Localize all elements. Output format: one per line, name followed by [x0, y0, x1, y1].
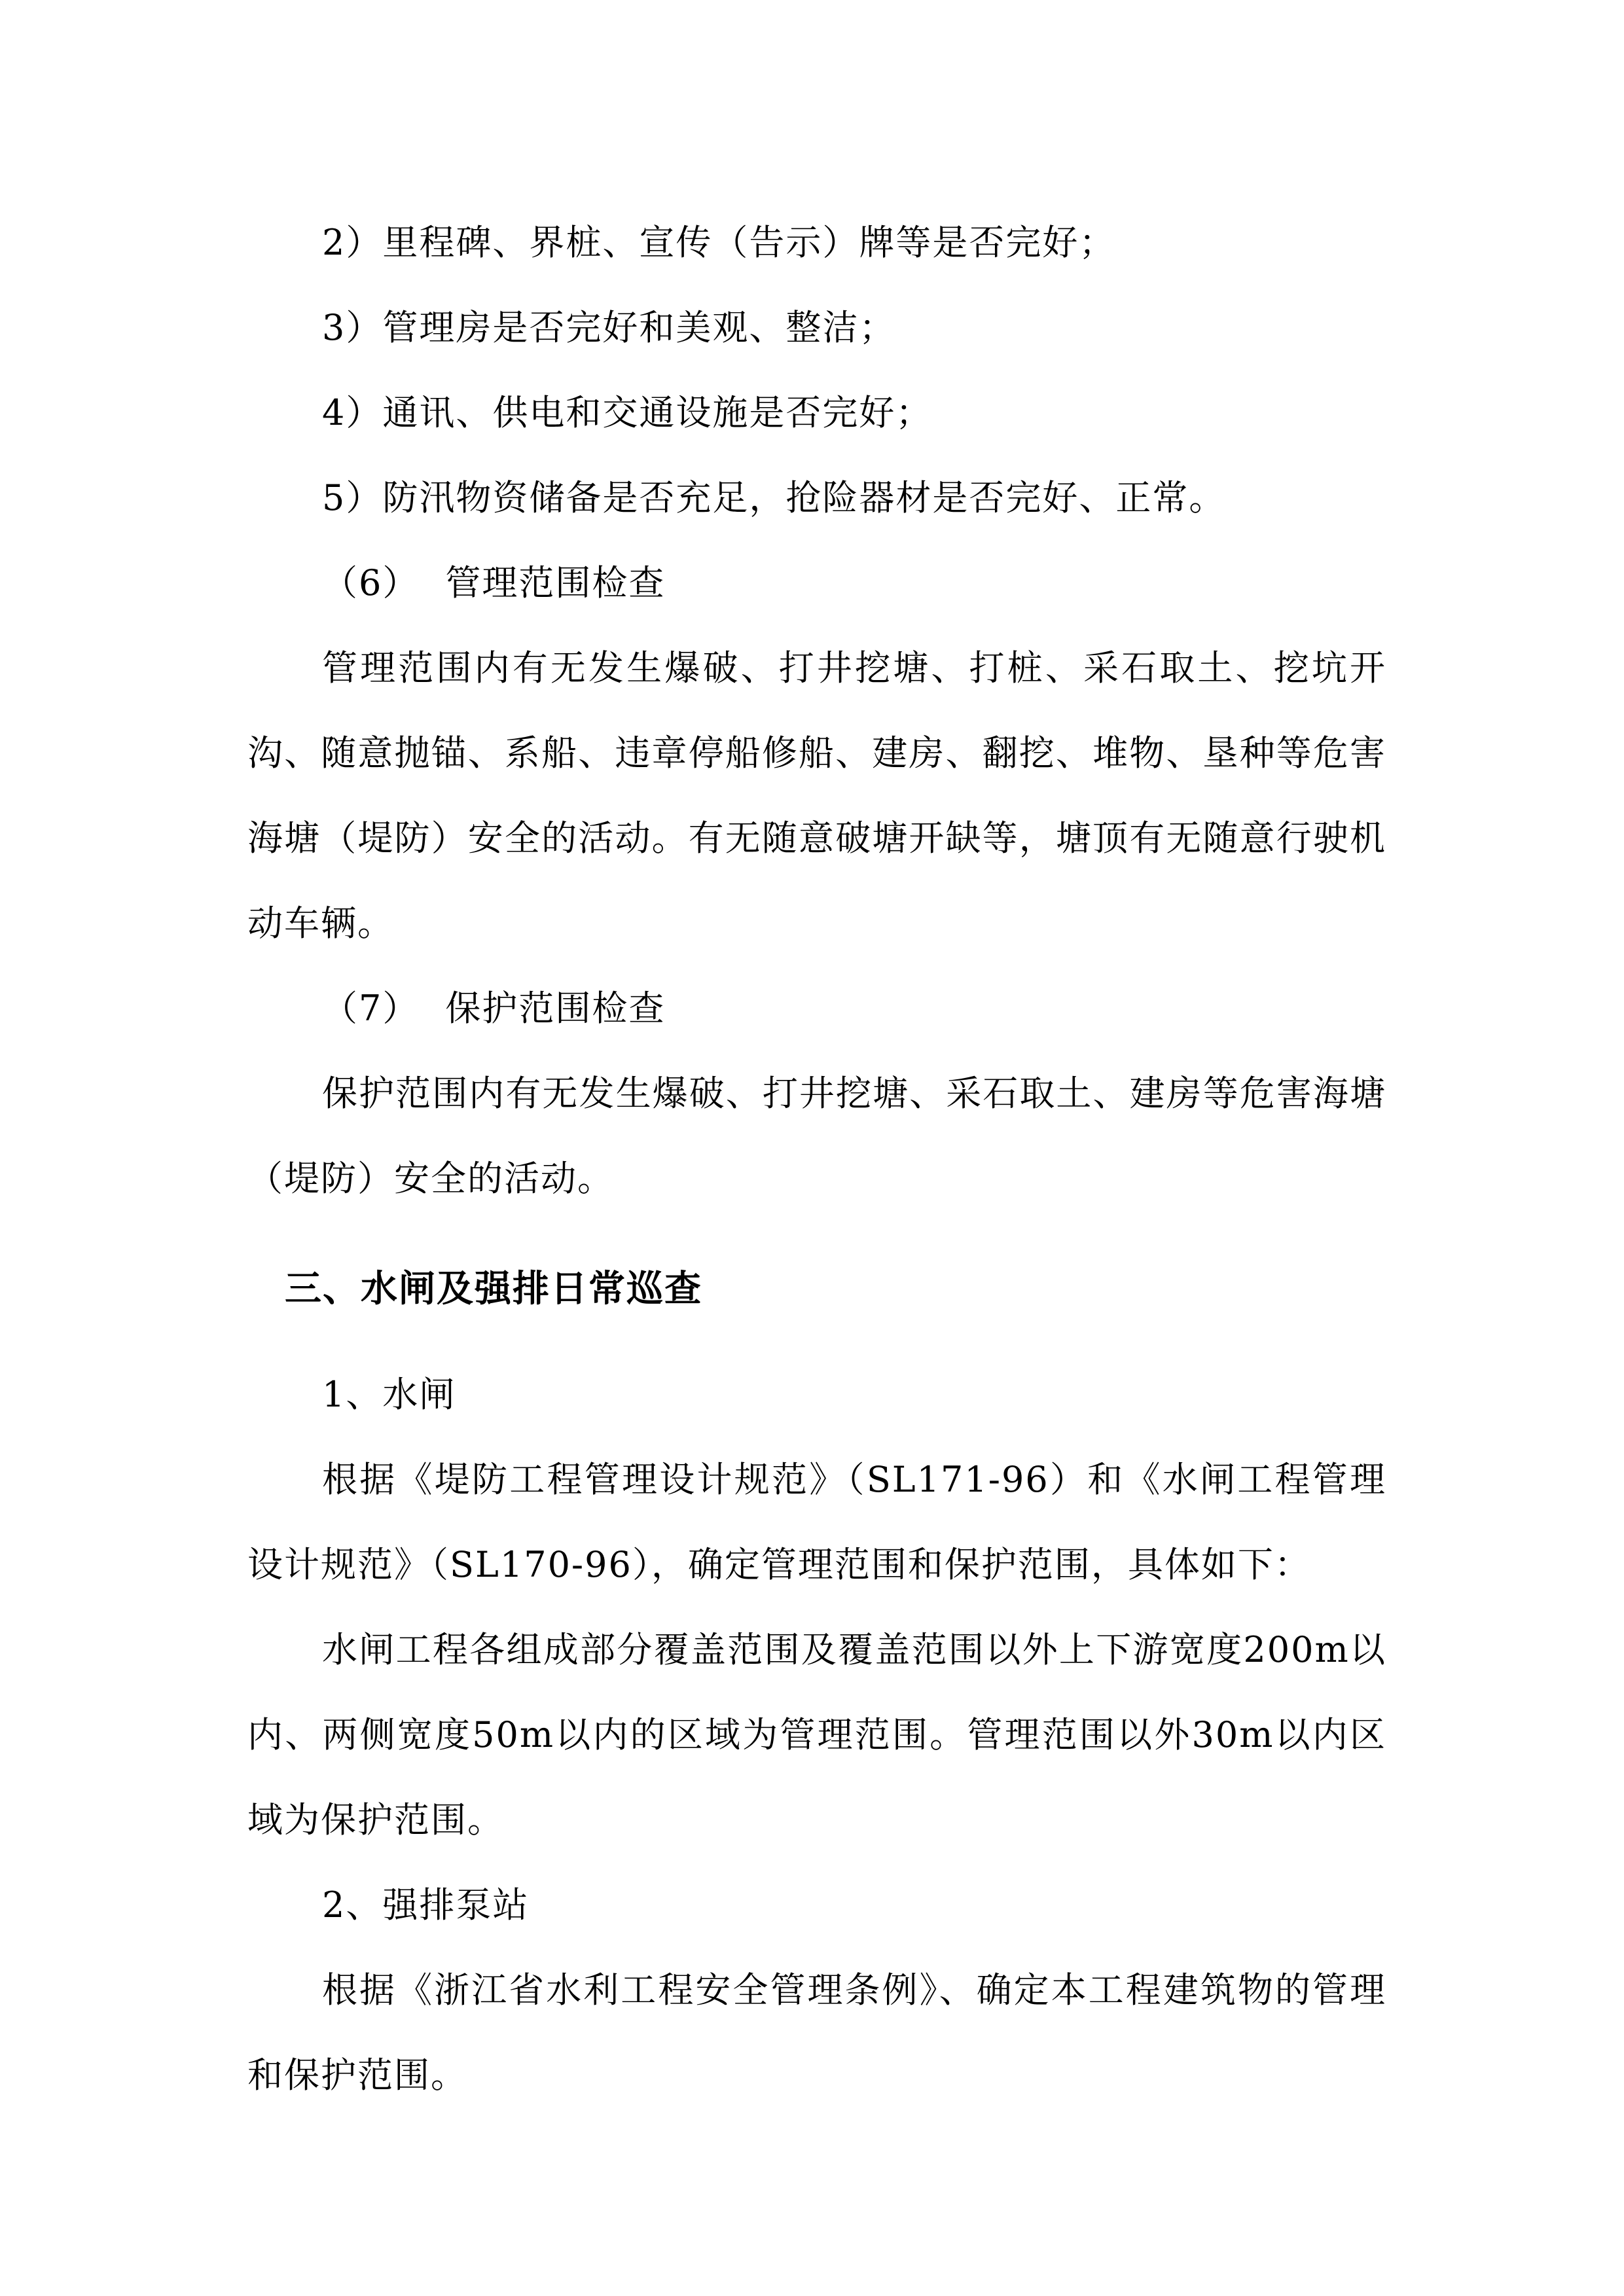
section-7-body: 保护范围内有无发生爆破、打井挖塘、采石取土、建房等危害海塘（堤防）安全的活动。	[247, 1073, 1386, 1199]
section-6-body: 管理范围内有无发生爆破、打井挖塘、打桩、采石取土、挖坑开沟、随意抛锚、系船、违章停船修船、建房、翻挖、堆物、垦种等危害海塘（堤防）安全的活动。有无随意破塘开缺等，塘顶有无随意行驶机动车辆。	[247, 647, 1386, 944]
checklist-item-2: 2）里程碑、界桩、宣传（告示）牌等是否完好；	[322, 222, 1116, 263]
pump-station-paragraph: 根据《浙江省水利工程安全管理条例》、确定本工程建筑物的管理和保护范围。	[247, 1969, 1386, 2096]
section-7-title: 保护范围检查	[445, 988, 666, 1029]
sluice-paragraph-2: 水闸工程各组成部分覆盖范围及覆盖范围以外上下游宽度200m以内、两侧宽度50m以内的区域为管理范围。管理范围以外30m以内区域为保护范围。	[247, 1629, 1386, 1840]
checklist-item-5: 5）防汛物资储备是否充足，抢险器材是否完好、正常。	[322, 477, 1226, 518]
section-7-heading	[322, 966, 665, 1051]
sluice-paragraph-1: 根据《堤防工程管理设计规范》（SL171-96）和《水闸工程管理设计规范》（SL170-96），确定管理范围和保护范围，具体如下：	[247, 1459, 1386, 1585]
checklist-item-3: 3）管理房是否完好和美观、整洁；	[322, 307, 896, 348]
section-6-heading	[322, 541, 665, 626]
section-6-number: （6）	[322, 562, 420, 603]
pump-station-title: 2、强排泵站	[322, 1884, 530, 1926]
chapter-3-heading: 三、水闸及强排日常巡查	[285, 1268, 702, 1310]
sluice-title: 1、水闸	[322, 1374, 456, 1415]
section-7-number: （7）	[322, 988, 420, 1029]
checklist-item-4: 4）通讯、供电和交通设施是否完好；	[322, 392, 933, 433]
section-6-title: 管理范围检查	[445, 562, 666, 603]
